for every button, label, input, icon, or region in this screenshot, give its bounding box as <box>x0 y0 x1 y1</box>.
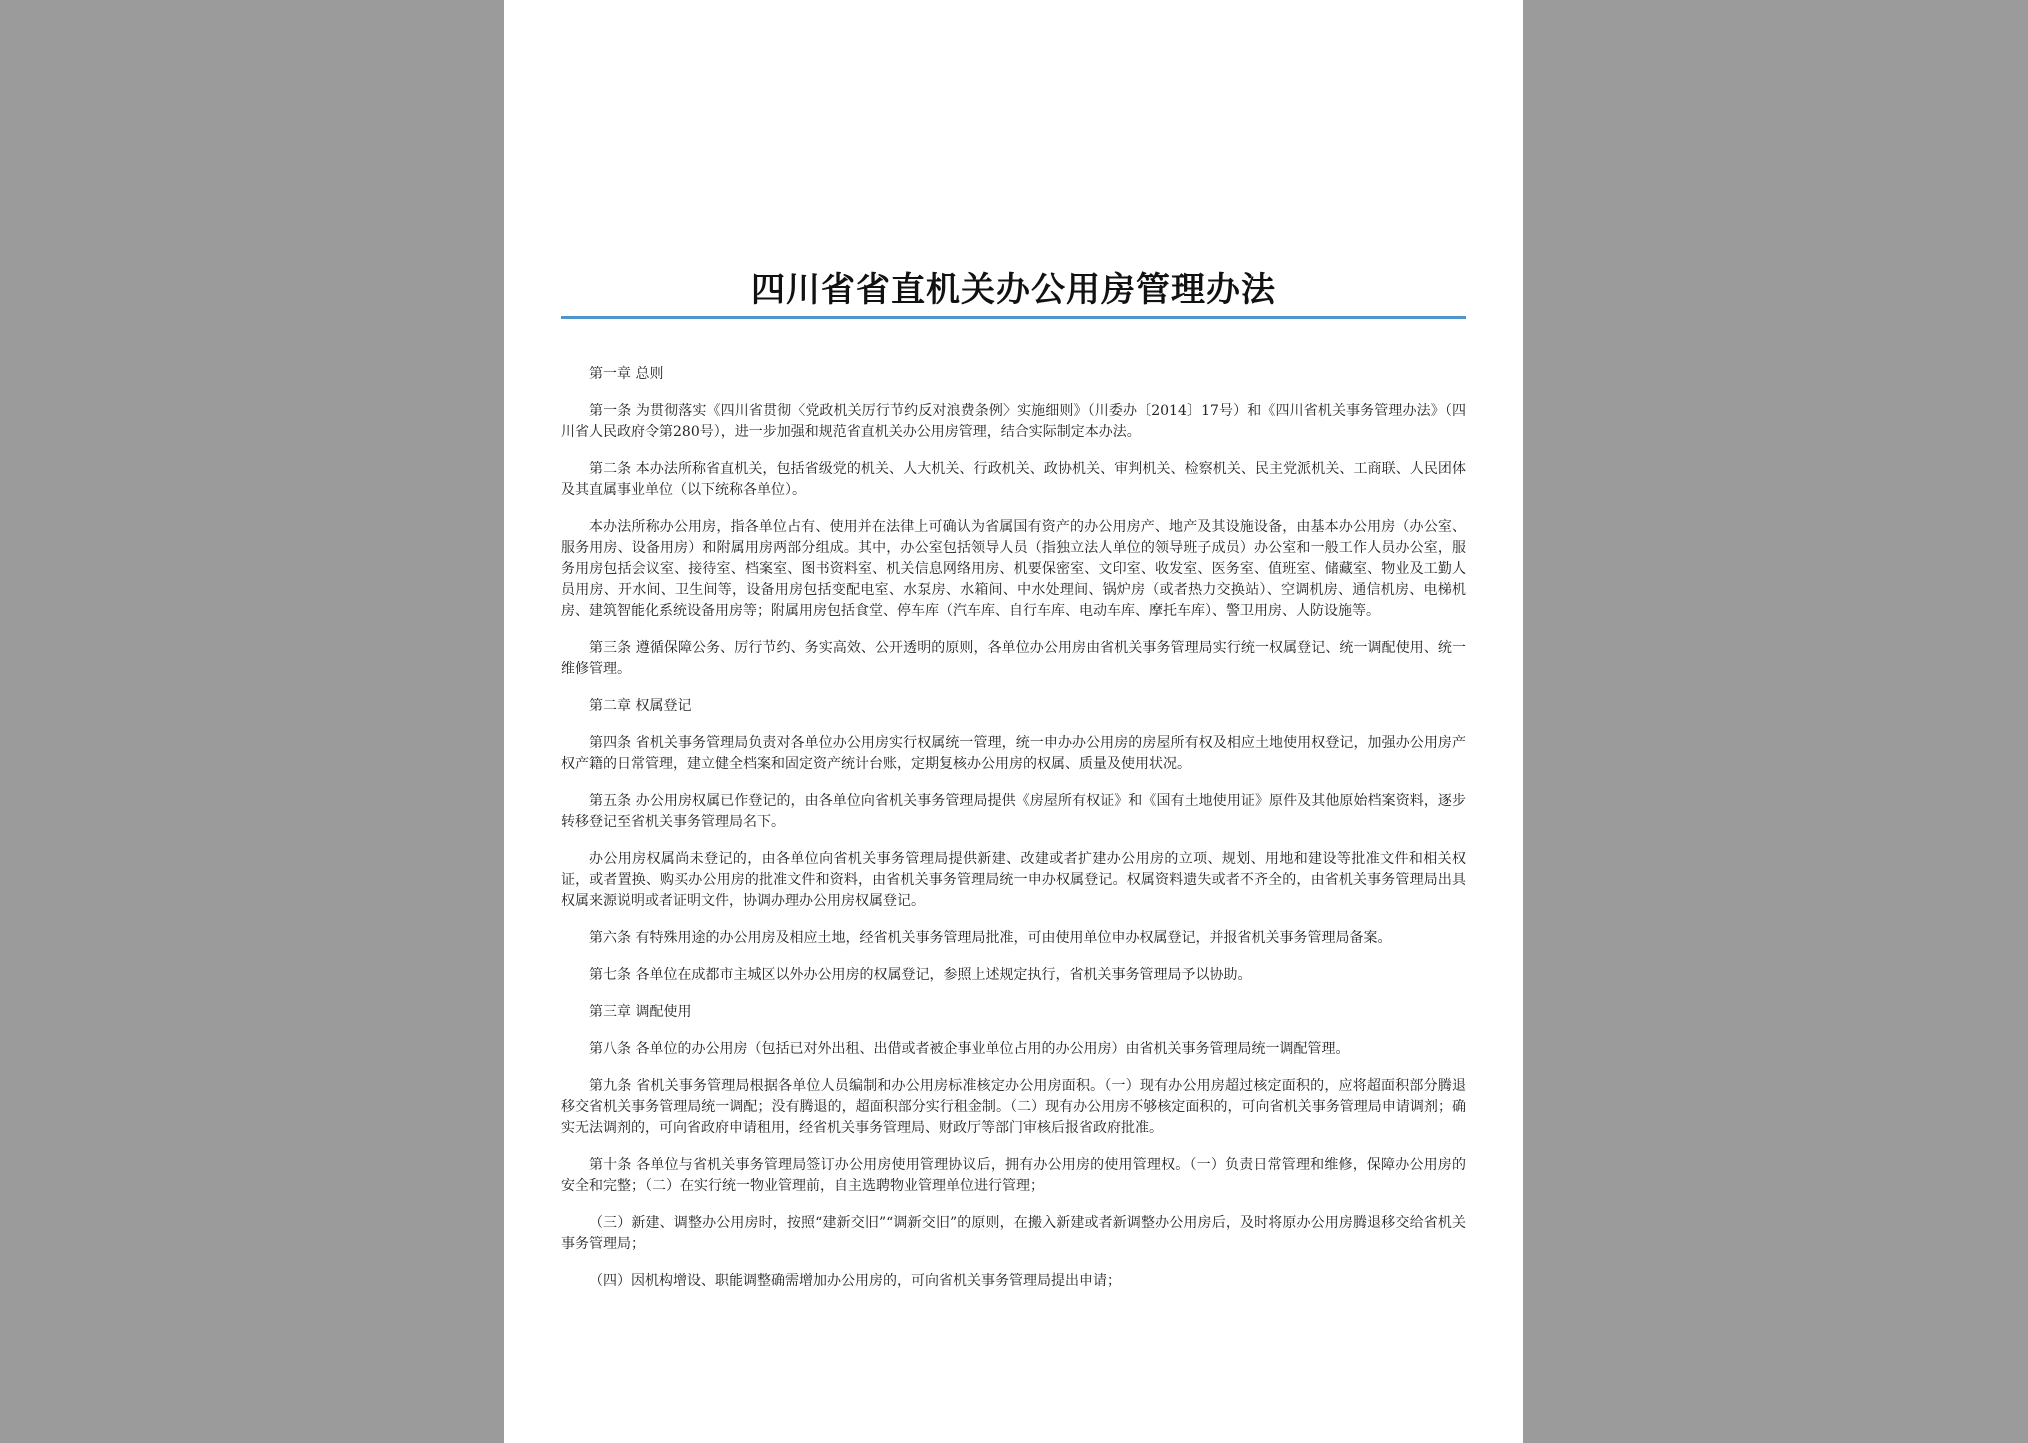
document-body <box>561 364 1466 1308</box>
chapter-heading: 第一章 总则 <box>589 366 664 382</box>
document-title: 四川省省直机关办公用房管理办法 <box>751 270 1276 310</box>
paragraph: 第九条 省机关事务管理局根据各单位人员编制和办公用房标准核定办公用房面积。（一）现有办公用房超过核定面积的，应将超面积部分腾退移交省机关事务管理局统一调配；没有腾退的，超面积部分实行租金制。（二）现有办公用房不够核定面积的，可向省机关事务管理局申请调剂；确实无法调剂的，可向省政府申请租用，经省机关事务管理局、财政厅等部门审核后报省政府批准。 <box>561 1078 1466 1136</box>
paragraph: 本办法所称办公用房，指各单位占有、使用并在法律上可确认为省属国有资产的办公用房产、地产及其设施设备，由基本办公用房（办公室、服务用房、设备用房）和附属用房两部分组成。其中，办公室包括领导人员（指独立法人单位的领导班子成员）办公室和一般工作人员办公室，服务用房包括会议室、接待室、档案室、图书资料室、机关信息网络用房、机要保密室、文印室、收发室、医务室、值班室、储藏室、物业及工勤人员用房、开水间、卫生间等，设备用房包括变配电室、水泵房、水箱间、中水处理间、锅炉房（或者热力交换站）、空调机房、通信机房、电梯机房、建筑智能化系统设备用房等；附属用房包括食堂、停车库（汽车库、自行车库、电动车库、摩托车库）、警卫用房、人防设施等。 <box>561 519 1466 619</box>
paragraph: （四）因机构增设、职能调整确需增加办公用房的，可向省机关事务管理局提出申请； <box>589 1273 1121 1289</box>
paragraph: 第五条 办公用房权属已作登记的，由各单位向省机关事务管理局提供《房屋所有权证》和《国有土地使用证》原件及其他原始档案资料，逐步转移登记至省机关事务管理局名下。 <box>561 793 1466 830</box>
paragraph: 办公用房权属尚未登记的，由各单位向省机关事务管理局提供新建、改建或者扩建办公用房的立项、规划、用地和建设等批准文件和相关权证，或者置换、购买办公用房的批准文件和资料，由省机关事务管理局统一申办权属登记。权属资料遗失或者不齐全的，由省机关事务管理局出具权属来源说明或者证明文件，协调办理办公用房权属登记。 <box>561 851 1466 909</box>
paragraph: 第八条 各单位的办公用房（包括已对外出租、出借或者被企事业单位占用的办公用房）由省机关事务管理局统一调配管理。 <box>589 1041 1350 1057</box>
paragraph: 第七条 各单位在成都市主城区以外办公用房的权属登记，参照上述规定执行，省机关事务管理局予以协助。 <box>589 967 1252 983</box>
paragraph: 第二条 本办法所称省直机关，包括省级党的机关、人大机关、行政机关、政协机关、审判机关、检察机关、民主党派机关、工商联、人民团体及其直属事业单位（以下统称各单位）。 <box>561 461 1466 498</box>
paragraph: 第四条 省机关事务管理局负责对各单位办公用房实行权属统一管理，统一申办办公用房的房屋所有权及相应土地使用权登记，加强办公用房产权产籍的日常管理，建立健全档案和固定资产统计台账，定期复核办公用房的权属、质量及使用状况。 <box>561 735 1466 772</box>
paragraph: 第三条 遵循保障公务、厉行节约、务实高效、公开透明的原则，各单位办公用房由省机关事务管理局实行统一权属登记、统一调配使用、统一维修管理。 <box>561 640 1466 677</box>
paragraph: 第一条 为贯彻落实《四川省贯彻〈党政机关厉行节约反对浪费条例〉实施细则》（川委办〔2014〕17号）和《四川省机关事务管理办法》（四川省人民政府令第280号），进一步加强和规范省直机关办公用房管理，结合实际制定本办法。 <box>561 403 1466 440</box>
chapter-heading: 第二章 权属登记 <box>589 698 692 714</box>
paragraph: 第十条 各单位与省机关事务管理局签订办公用房使用管理协议后，拥有办公用房的使用管理权。（一）负责日常管理和维修，保障办公用房的安全和完整；（二）在实行统一物业管理前，自主选聘物业管理单位进行管理； <box>561 1157 1466 1194</box>
paragraph: （三）新建、调整办公用房时，按照“建新交旧”“调新交旧”的原则，在搬入新建或者新调整办公用房后，及时将原办公用房腾退移交给省机关事务管理局； <box>561 1215 1466 1252</box>
document-page <box>504 0 1523 1443</box>
title-underline <box>561 316 1466 319</box>
chapter-heading: 第三章 调配使用 <box>589 1004 692 1020</box>
paragraph: 第六条 有特殊用途的办公用房及相应土地，经省机关事务管理局批准，可由使用单位申办权属登记，并报省机关事务管理局备案。 <box>589 930 1392 946</box>
